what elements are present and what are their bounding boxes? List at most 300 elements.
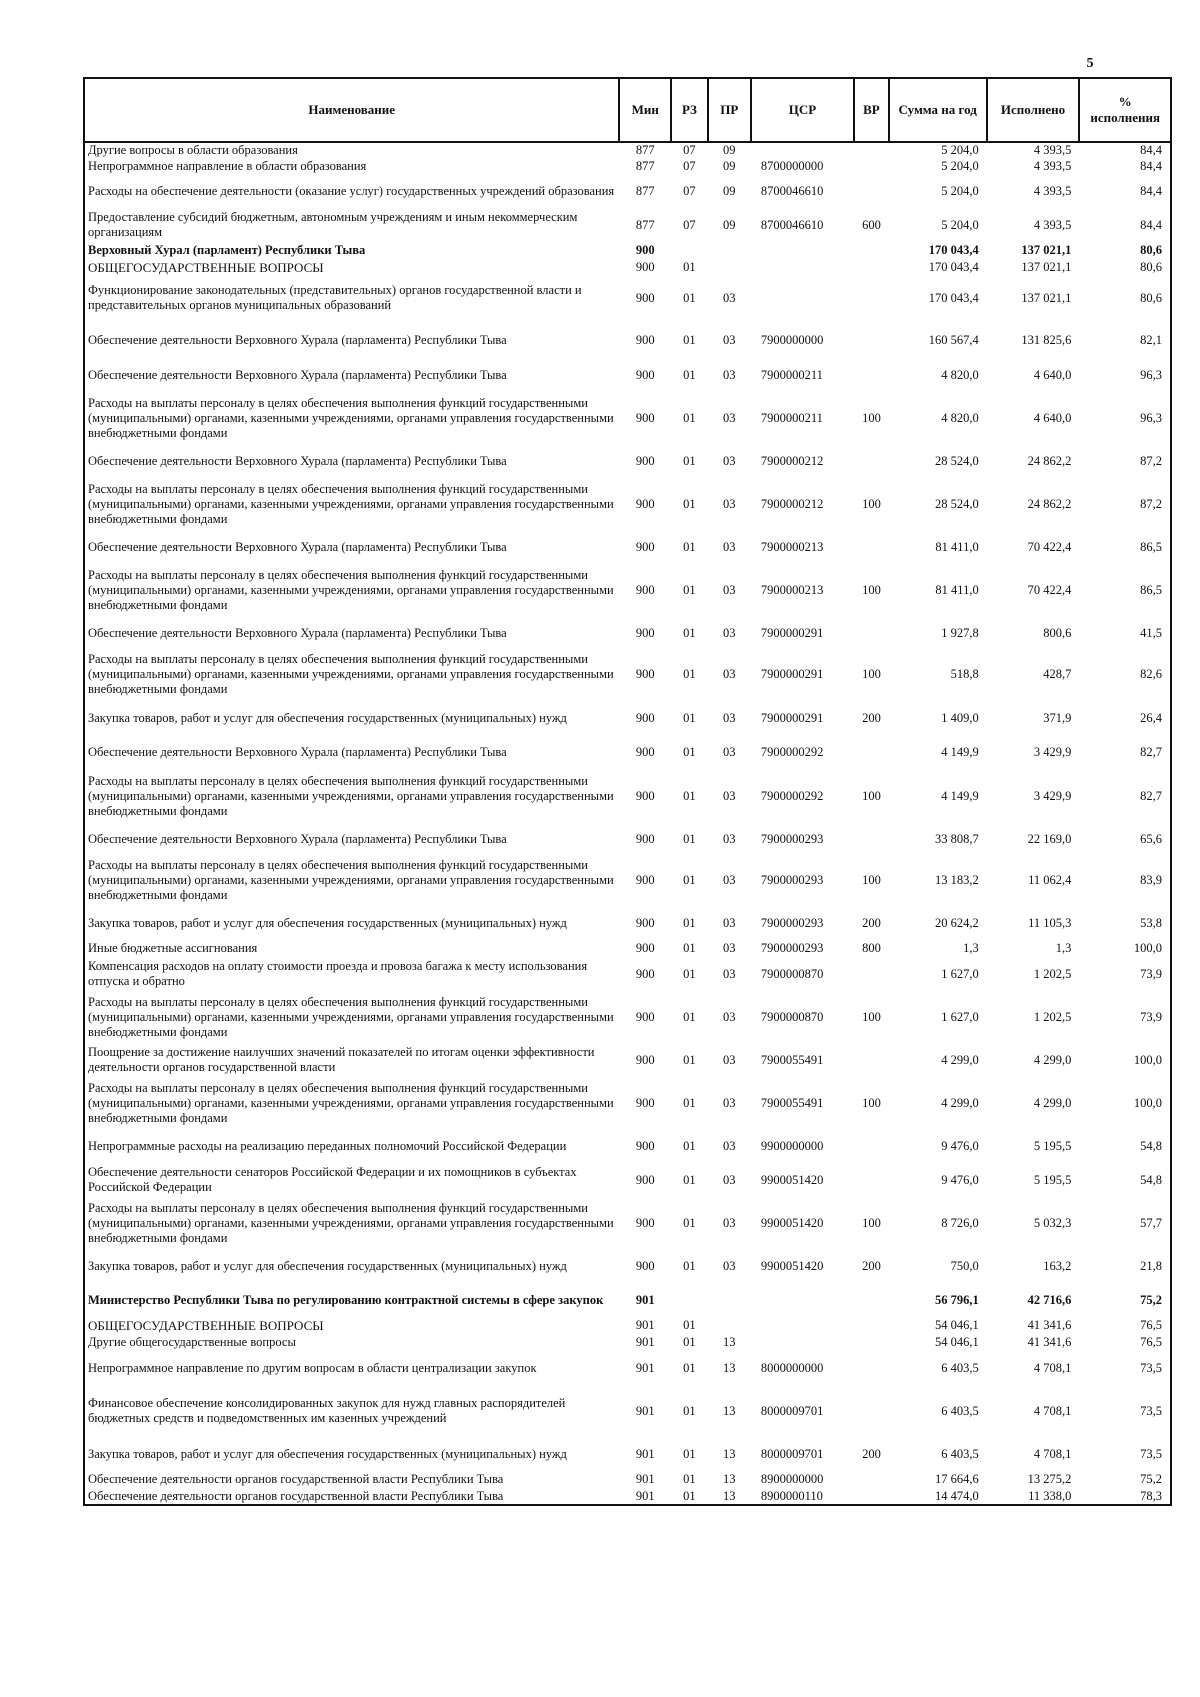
row-csr: 7900000291 [760,710,824,725]
table-row [84,1077,1171,1129]
row-name: Обеспечение деятельности Верховного Хурала (парламента) Республики Тыва [84,320,619,360]
row-min: 900 [635,453,655,468]
row-pct: 96,3 [1079,390,1171,446]
row-csr: 7900000211 [760,367,823,382]
row-pr: 03 [723,666,736,681]
row-rz: 01 [683,1009,696,1024]
row-sum: 54 046,1 [934,1318,979,1332]
row-vr [854,957,888,991]
row-pct: 82,6 [1079,648,1171,700]
table-row [84,562,1171,618]
row-pct: 78,3 [1079,1488,1171,1505]
row-vr [854,174,888,208]
row-done: 1,3 [1055,941,1072,955]
row-csr: 8700046610 [760,217,824,232]
row-rz: 01 [683,1258,696,1273]
row-pct: 84,4 [1079,142,1171,158]
row-vr [854,1488,888,1505]
row-rz: 01 [683,744,696,759]
row-min: 901 [635,1292,655,1307]
row-sum: 4 149,9 [941,744,979,759]
row-pct: 26,4 [1079,700,1171,736]
row-min: 900 [635,290,655,305]
row-sum: 17 664,6 [934,1472,979,1486]
table-row [84,1163,1171,1197]
row-done: 137 021,1 [1021,260,1072,274]
row-min: 900 [635,666,655,681]
row-done: 41 341,6 [1027,1318,1072,1332]
row-vr: 100 [862,1009,881,1024]
table-row [84,276,1171,320]
row-csr: 7900055491 [760,1095,824,1110]
row-pr: 03 [723,625,736,640]
table-row [84,906,1171,940]
row-pct: 73,5 [1079,1385,1171,1437]
row-vr [854,532,888,562]
row-rz: 01 [683,582,696,597]
table-row [84,1249,1171,1283]
row-rz: 07 [683,158,696,173]
row-name: Непрограммные расходы на реализацию переданных полномочий Российской Федерации [84,1129,619,1163]
row-csr: 8900000000 [760,1472,824,1486]
row-pr: 03 [723,1172,736,1187]
table-row [84,648,1171,700]
row-csr: 7900000292 [760,744,824,759]
row-sum: 56 796,1 [934,1292,979,1307]
row-csr: 7900000293 [760,941,824,955]
table-row [84,618,1171,648]
row-sum: 1 927,8 [941,625,979,640]
budget-execution-table [83,77,1172,1506]
row-min: 900 [635,243,655,257]
row-name: Расходы на выплаты персоналу в целях обеспечения выполнения функций государственными (муниципальными) органами, казенными учреждениями, органами управления государственными внебюджетными фондами [84,854,619,906]
row-name: ОБЩЕГОСУДАРСТВЕННЫЕ ВОПРОСЫ [84,1317,619,1334]
row-vr [854,1351,888,1385]
row-name: Расходы на выплаты персоналу в целях обеспечения выполнения функций государственными (муниципальными) органами, казенными учреждениями, органами управления государственными внебюджетными фондами [84,768,619,824]
row-pr: 13 [723,1403,736,1418]
row-pr: 13 [723,1360,736,1375]
row-csr [751,242,854,259]
table-body [84,142,1171,1505]
table-row [84,1043,1171,1077]
row-sum: 14 474,0 [889,1488,987,1505]
row-min: 900 [635,941,655,955]
row-min: 900 [635,410,655,425]
row-vr [854,824,888,854]
row-sum: 1 409,0 [941,710,979,725]
row-rz: 01 [683,1318,696,1332]
row-rz: 01 [683,496,696,511]
table-row [84,768,1171,824]
row-done: 22 169,0 [1027,831,1072,846]
row-sum: 5 204,0 [941,143,979,157]
row-pct: 65,6 [1079,824,1171,854]
row-done: 3 429,9 [1033,744,1072,759]
row-csr: 8000000000 [760,1360,824,1375]
row-rz: 01 [683,1172,696,1187]
row-name: Закупка товаров, работ и услуг для обеспечения государственных (муниципальных) нужд [84,700,619,736]
header-rz: РЗ [671,78,708,142]
row-pr: 03 [723,831,736,846]
row-sum: 518,8 [950,666,979,681]
row-sum: 750,0 [950,1258,979,1273]
row-rz: 01 [683,410,696,425]
row-pct: 86,5 [1079,562,1171,618]
row-csr: 7900000870 [760,966,824,981]
table-row [84,824,1171,854]
row-csr [751,1283,854,1317]
header-csr: ЦСР [751,78,854,142]
row-csr: 7900000213 [760,539,824,554]
row-name: Функционирование законодательных (представительных) органов государственной власти и представительных органов муниципальных образований [84,276,619,320]
row-vr [854,736,888,768]
row-name: Расходы на выплаты персоналу в целях обеспечения выполнения функций государственными (муниципальными) органами, казенными учреждениями, органами управления государственными внебюджетными фондами [84,562,619,618]
row-rz: 01 [683,367,696,382]
row-csr: 7900000291 [760,666,824,681]
row-vr [854,259,888,276]
table-row [84,390,1171,446]
row-rz: 01 [683,666,696,681]
row-done: 4 708,1 [1033,1446,1072,1461]
table-row [84,1471,1171,1488]
row-vr [854,142,888,158]
row-min: 900 [635,1009,655,1024]
row-pr: 03 [723,1095,736,1110]
row-name: Расходы на выплаты персоналу в целях обеспечения выполнения функций государственными (муниципальными) органами, казенными учреждениями, органами управления государственными внебюджетными фондами [84,1077,619,1129]
row-pr: 09 [723,143,736,157]
header-pct: % исполнения [1079,78,1171,142]
row-name: Обеспечение деятельности Верховного Хурала (парламента) Республики Тыва [84,532,619,562]
row-min: 901 [635,1472,655,1486]
row-pr [708,259,751,276]
row-csr: 7900000292 [760,788,824,803]
row-min: 901 [635,1318,655,1332]
row-name: Обеспечение деятельности Верховного Хурала (парламента) Республики Тыва [84,446,619,476]
row-name: Обеспечение деятельности органов государственной власти Республики Тыва [84,1471,619,1488]
row-vr: 100 [862,788,881,803]
row-done: 163,2 [1043,1258,1072,1273]
row-pr [708,1283,751,1317]
row-sum: 1 627,0 [941,966,979,981]
row-sum: 4 299,0 [941,1095,979,1110]
row-done: 137 021,1 [1021,243,1072,257]
row-name: Расходы на выплаты персоналу в целях обеспечения выполнения функций государственными (муниципальными) органами, казенными учреждениями, органами управления государственными внебюджетными фондами [84,390,619,446]
row-rz [671,242,708,259]
row-pr [708,1317,751,1334]
row-pct: 57,7 [1079,1197,1171,1249]
row-min: 900 [635,915,655,930]
row-rz: 01 [683,915,696,930]
row-pct: 84,4 [1079,174,1171,208]
row-name: Расходы на выплаты персоналу в целях обеспечения выполнения функций государственными (муниципальными) органами, казенными учреждениями, органами управления государственными внебюджетными фондами [84,991,619,1043]
row-done: 70 422,4 [1027,539,1072,554]
row-min: 901 [635,1335,655,1349]
row-done: 24 862,2 [1027,496,1072,511]
row-rz: 01 [683,453,696,468]
row-min: 877 [635,183,655,198]
row-min: 900 [635,582,655,597]
row-done: 5 195,5 [1033,1172,1072,1187]
row-sum: 160 567,4 [928,332,979,347]
row-rz: 01 [683,1052,696,1067]
table-row [84,174,1171,208]
row-pct: 80,6 [1079,276,1171,320]
row-pct: 87,2 [1079,446,1171,476]
row-pr: 13 [708,1488,751,1505]
row-name: Обеспечение деятельности сенаторов Российской Федерации и их помощников в субъектах Российской Федерации [84,1163,619,1197]
row-sum: 9 476,0 [941,1138,979,1153]
row-vr [854,1317,888,1334]
row-vr: 200 [862,1258,881,1273]
row-pr: 13 [723,1472,736,1486]
row-sum: 5 204,0 [941,217,979,232]
row-csr: 8000009701 [760,1446,824,1461]
row-name: Обеспечение деятельности Верховного Хурала (парламента) Республики Тыва [84,736,619,768]
row-min: 901 [635,1403,655,1418]
row-done: 4 393,5 [1033,183,1072,198]
row-vr [854,1163,888,1197]
row-rz: 01 [683,710,696,725]
table-row [84,1385,1171,1437]
row-min: 900 [635,744,655,759]
row-done: 5 032,3 [1033,1215,1072,1230]
row-pct: 87,2 [1079,476,1171,532]
row-name: Предоставление субсидий бюджетным, автономным учреждениям и иным некоммерческим организациям [84,208,619,242]
row-csr: 7900055491 [760,1052,824,1067]
row-vr [854,1334,888,1351]
row-pct: 80,6 [1079,259,1171,276]
row-rz: 01 [683,1472,696,1486]
row-done: 4 708,1 [1033,1403,1072,1418]
table-row [84,142,1171,158]
row-csr: 9900000000 [760,1138,824,1153]
row-csr: 9900051420 [760,1172,824,1187]
row-pr: 03 [723,915,736,930]
table-row [84,1283,1171,1317]
row-pr: 03 [723,1009,736,1024]
row-name: Закупка товаров, работ и услуг для обеспечения государственных (муниципальных) нужд [84,1437,619,1471]
row-rz: 01 [683,1446,696,1461]
row-rz: 07 [683,183,696,198]
row-sum: 4 820,0 [941,410,979,425]
row-sum: 170 043,4 [928,243,979,257]
row-done: 11 105,3 [1028,915,1072,930]
row-sum: 28 524,0 [934,453,979,468]
table-row [84,242,1171,259]
row-pct: 75,2 [1079,1471,1171,1488]
row-sum: 13 183,2 [934,872,979,887]
row-min: 900 [635,1052,655,1067]
row-rz: 01 [683,831,696,846]
row-done: 4 640,0 [1033,367,1072,382]
row-pr: 09 [723,158,736,173]
row-pr: 03 [723,1258,736,1273]
row-vr [854,158,888,174]
table-row [84,700,1171,736]
row-csr: 7900000293 [760,915,824,930]
row-done: 1 202,5 [1033,1009,1072,1024]
row-sum: 4 820,0 [941,367,979,382]
row-done: 42 716,6 [1027,1292,1072,1307]
row-pr: 09 [723,217,736,232]
row-csr: 9900051420 [760,1215,824,1230]
row-min: 900 [635,1172,655,1187]
row-done: 24 862,2 [1027,453,1072,468]
row-rz [671,1283,708,1317]
row-done: 5 195,5 [1033,1138,1072,1153]
row-min: 900 [635,872,655,887]
row-name: Другие вопросы в области образования [84,142,619,158]
row-vr [854,276,888,320]
row-pr: 03 [723,1215,736,1230]
row-csr: 7900000293 [760,872,824,887]
table-row [84,208,1171,242]
row-vr [854,618,888,648]
row-name: Расходы на обеспечение деятельности (оказание услуг) государственных учреждений образования [84,174,619,208]
row-vr [854,1471,888,1488]
table-row [84,1488,1171,1505]
table-row [84,854,1171,906]
row-vr [854,360,888,390]
table-row [84,259,1171,276]
table-row [84,736,1171,768]
row-csr: 8000009701 [760,1403,824,1418]
row-rz: 01 [683,1095,696,1110]
header-done: Исполнено [987,78,1080,142]
row-vr: 100 [862,410,881,425]
row-sum: 8 726,0 [941,1215,979,1230]
row-name: Закупка товаров, работ и услуг для обеспечения государственных (муниципальных) нужд [84,906,619,940]
row-name: Расходы на выплаты персоналу в целях обеспечения выполнения функций государственными (муниципальными) органами, казенными учреждениями, органами управления государственными внебюджетными фондами [84,476,619,532]
row-sum: 9 476,0 [941,1172,979,1187]
row-sum: 5 204,0 [941,158,979,173]
row-pct: 84,4 [1079,158,1171,174]
row-csr [751,1334,854,1351]
row-name: Непрограммное направление в области образования [84,158,619,174]
table-row [84,1317,1171,1334]
row-vr: 100 [862,1095,881,1110]
row-vr: 200 [862,1446,881,1461]
row-csr [751,1317,854,1334]
table-row [84,940,1171,957]
row-rz: 01 [683,966,696,981]
row-name: Обеспечение деятельности органов государственной власти Республики Тыва [84,1488,619,1505]
row-done: 13 275,2 [1027,1472,1072,1486]
row-rz: 01 [683,1360,696,1375]
row-rz: 01 [683,260,696,274]
row-csr: 9900051420 [760,1258,824,1273]
row-csr [751,142,854,158]
row-pr: 03 [723,453,736,468]
row-name: Поощрение за достижение наилучших значений показателей по итогам оценки эффективности деятельности органов государственной власти [84,1043,619,1077]
row-sum: 6 403,5 [941,1360,979,1375]
row-pct: 100,0 [1079,940,1171,957]
row-sum: 170 043,4 [928,290,979,305]
row-done: 1 202,5 [1033,966,1072,981]
table-row [84,446,1171,476]
row-sum: 54 046,1 [934,1335,979,1349]
row-name: Обеспечение деятельности Верховного Хурала (парламента) Республики Тыва [84,360,619,390]
row-pct: 41,5 [1079,618,1171,648]
row-csr: 7900000293 [760,831,824,846]
row-name: Закупка товаров, работ и услуг для обеспечения государственных (муниципальных) нужд [84,1249,619,1283]
row-min: 900 [635,710,655,725]
row-pr: 03 [723,872,736,887]
row-rz: 01 [683,290,696,305]
row-name: Обеспечение деятельности Верховного Хурала (парламента) Республики Тыва [84,618,619,648]
table-row [84,1334,1171,1351]
row-csr: 7900000291 [760,625,824,640]
row-name: Расходы на выплаты персоналу в целях обеспечения выполнения функций государственными (муниципальными) органами, казенными учреждениями, органами управления государственными внебюджетными фондами [84,1197,619,1249]
row-pr: 03 [723,290,736,305]
row-csr: 7900000212 [760,453,824,468]
row-min: 900 [635,1095,655,1110]
row-min: 900 [635,788,655,803]
row-done: 3 429,9 [1033,788,1072,803]
table-row [84,1351,1171,1385]
row-done: 4 299,0 [1033,1095,1072,1110]
row-sum: 1 627,0 [941,1009,979,1024]
row-min: 900 [635,625,655,640]
table-row [84,158,1171,174]
row-min: 901 [635,1446,655,1461]
row-min: 900 [635,539,655,554]
row-vr: 100 [862,496,881,511]
row-pct: 73,5 [1079,1351,1171,1385]
header-sum: Сумма на год [889,78,987,142]
row-vr: 600 [862,217,881,232]
row-done: 4 393,5 [1033,158,1072,173]
row-vr [854,446,888,476]
row-pr: 09 [723,183,736,198]
row-csr: 7900000212 [760,496,824,511]
header-vr: ВР [854,78,888,142]
row-name: Расходы на выплаты персоналу в целях обеспечения выполнения функций государственными (муниципальными) органами, казенными учреждениями, органами управления государственными внебюджетными фондами [84,648,619,700]
row-done: 11 338,0 [987,1488,1080,1505]
row-pr: 03 [723,1138,736,1153]
row-csr: 8900000110 [751,1488,854,1505]
row-rz: 01 [683,1403,696,1418]
row-pr: 13 [723,1446,736,1461]
row-vr: 100 [862,582,881,597]
row-pct: 83,9 [1079,854,1171,906]
row-min: 877 [635,143,655,157]
row-pr: 03 [723,367,736,382]
row-min: 900 [635,1138,655,1153]
row-done: 371,9 [1043,710,1072,725]
row-sum: 4 149,9 [941,788,979,803]
row-pct: 21,8 [1079,1249,1171,1283]
header-name: Наименование [84,78,619,142]
row-done: 800,6 [1043,625,1072,640]
row-pct: 100,0 [1079,1077,1171,1129]
row-pct: 73,9 [1079,957,1171,991]
row-pct: 76,5 [1079,1334,1171,1351]
row-csr [751,276,854,320]
row-min: 877 [635,217,655,232]
row-pct: 53,8 [1079,906,1171,940]
row-pr: 03 [723,582,736,597]
row-vr [854,242,888,259]
table-row [84,1197,1171,1249]
row-vr [854,1283,888,1317]
row-done: 11 062,4 [1028,872,1072,887]
row-pr [708,242,751,259]
row-pr: 13 [723,1335,736,1349]
row-rz: 01 [671,1488,708,1505]
table-row [84,320,1171,360]
row-min: 900 [635,496,655,511]
